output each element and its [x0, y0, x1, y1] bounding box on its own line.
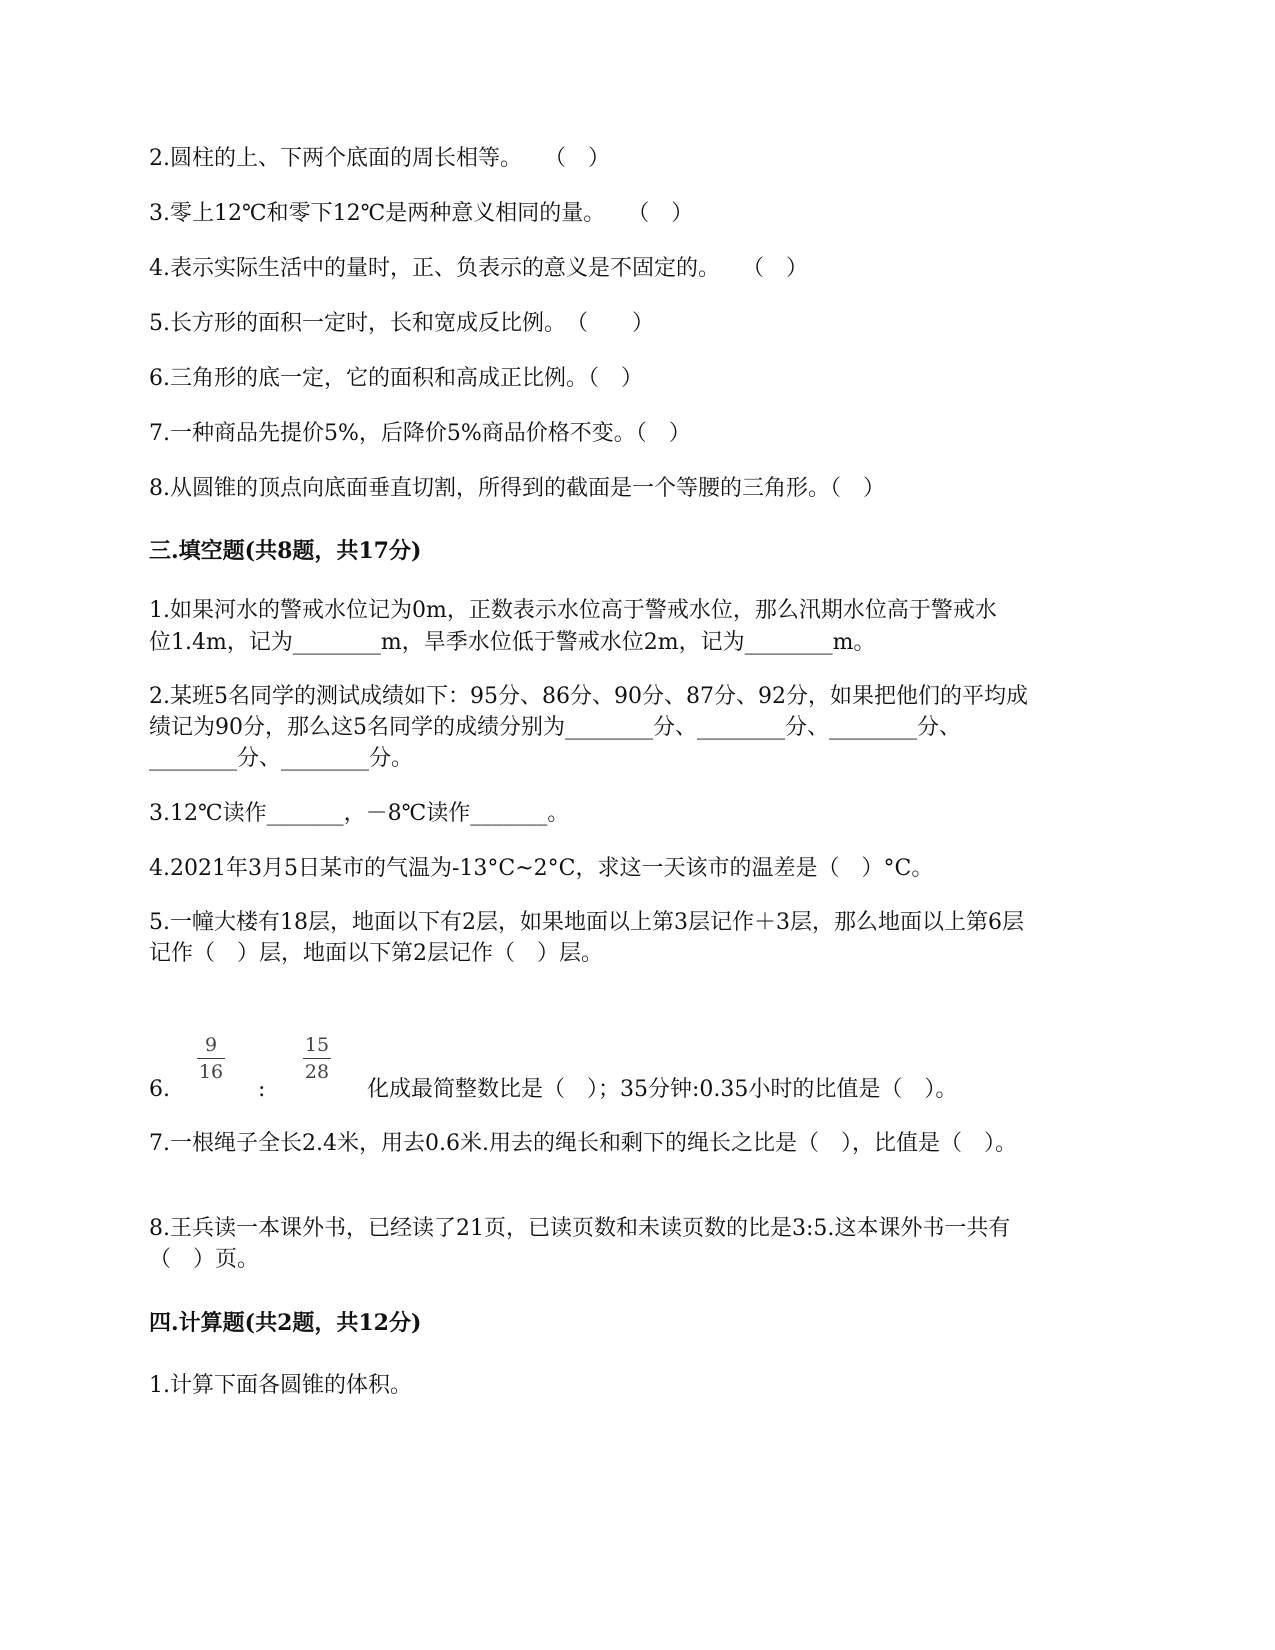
fill-question-2-line-2: 绩记为90分，那么这5名同学的成绩分别为________分、________分、________分、: [149, 715, 961, 740]
fill-question-7: 7.一根绳子全长2.4米，用去0.6米.用去的绳长和剩下的绳长之比是（ ），比值是（ ）。: [149, 1131, 1017, 1156]
judge-question-8: 8.从圆锥的顶点向底面垂直切割，所得到的截面是一个等腰的三角形。（ ）: [149, 476, 885, 501]
fill-question-5-line-2: 记作（ ）层，地面以下第2层记作（ ）层。: [149, 941, 603, 966]
fraction-bar: [197, 1058, 225, 1059]
fill-question-2-line-3: ________分、________分。: [149, 746, 414, 771]
judge-question-3: 3.零上12℃和零下12℃是两种意义相同的量。 （ ）: [149, 201, 694, 226]
fill-question-2-line-1: 2.某班5名同学的测试成绩如下：95分、86分、90分、87分、92分，如果把他们的平均成: [149, 684, 1028, 709]
fraction-numerator: 15: [304, 1034, 330, 1056]
calc-question-1: 1.计算下面各圆锥的体积。: [149, 1373, 412, 1398]
fill-question-1-line-1: 1.如果河水的警戒水位记为0m，正数表示水位高于警戒水位，那么汛期水位高于警戒水: [149, 598, 997, 623]
judge-question-2: 2.圆柱的上、下两个底面的周长相等。 （ ）: [149, 146, 610, 171]
fill-question-8-line-1: 8.王兵读一本课外书，已经读了21页，已读页数和未读页数的比是3:5.这本课外书一共有: [149, 1216, 1011, 1241]
ratio-colon: :: [258, 1077, 266, 1102]
fraction-bar: [303, 1058, 331, 1059]
fill-question-6-text: 化成最简整数比是（ ）；35分钟:0.35小时的比值是（ ）。: [367, 1077, 958, 1102]
judge-question-7: 7.一种商品先提价5%，后降价5%商品价格不变。（ ）: [149, 421, 691, 446]
fill-question-5-line-1: 5.一幢大楼有18层，地面以下有2层，如果地面以上第3层记作＋3层，那么地面以上第6层: [149, 910, 1024, 935]
fraction-9-16: [191, 1034, 231, 1083]
fraction-15-28: [297, 1034, 337, 1083]
judge-question-6: 6.三角形的底一定，它的面积和高成正比例。（ ）: [149, 366, 643, 391]
judge-question-4: 4.表示实际生活中的量时，正、负表示的意义是不固定的。 （ ）: [149, 256, 808, 281]
fraction-numerator: 9: [204, 1034, 218, 1056]
fill-question-1-line-2: 位1.4m，记为________m，旱季水位低于警戒水位2m，记为________m。: [149, 630, 876, 655]
fraction-denominator: 28: [304, 1061, 330, 1083]
section-heading-fill: 三.填空题(共8题，共17分): [149, 538, 422, 564]
fill-question-8-line-2: （ ）页。: [149, 1247, 260, 1272]
fill-question-3: 3.12℃读作_______，－8℃读作_______。: [149, 801, 570, 826]
section-heading-calc: 四.计算题(共2题，共12分): [149, 1310, 422, 1336]
fill-question-4: 4.2021年3月5日某市的气温为-13°C~2°C，求这一天该市的温差是（ ）°C。: [149, 856, 934, 881]
fraction-denominator: 16: [198, 1061, 224, 1083]
judge-question-5: 5.长方形的面积一定时，长和宽成反比例。 （ ）: [149, 311, 654, 336]
fill-question-6-number: 6.: [149, 1077, 170, 1102]
